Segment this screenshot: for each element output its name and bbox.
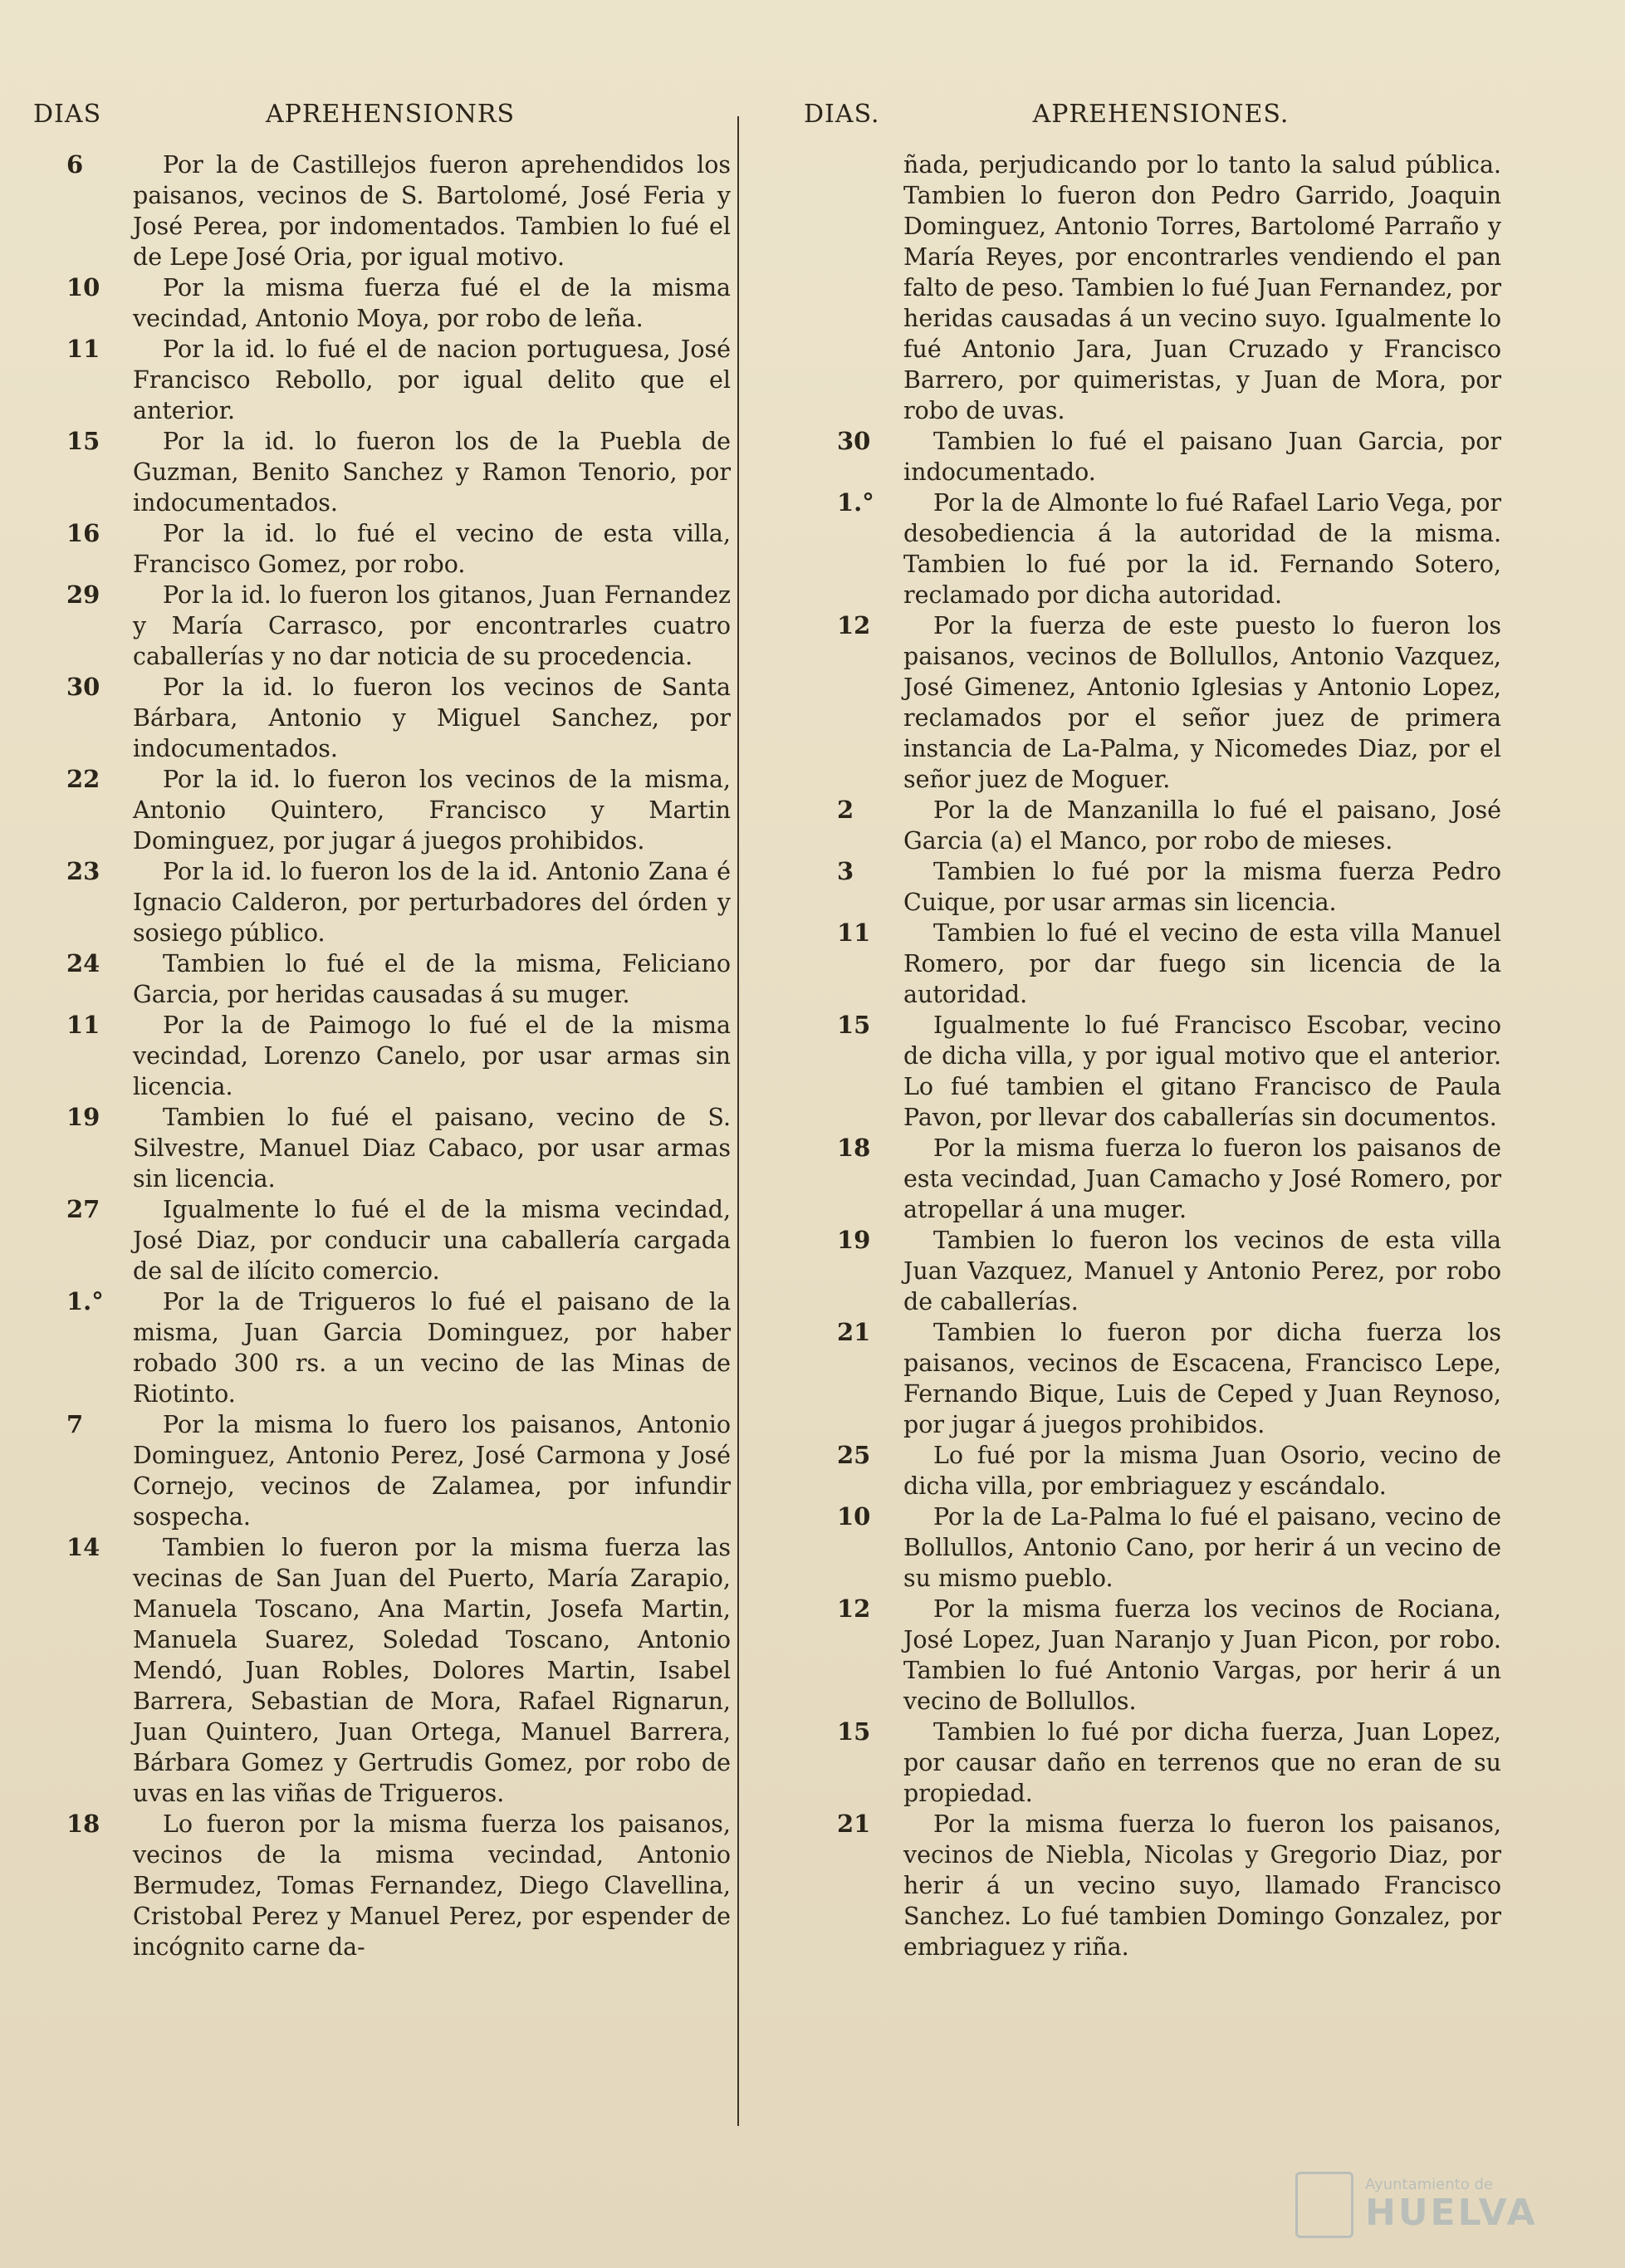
entry-text: Tambien lo fué por dicha fuerza, Juan Lopez, por causar daño en terrenos que no eran de su propiedad. xyxy=(903,1718,1501,1807)
entry-text: Lo fué por la misma Juan Osorio, vecino de dicha villa, por embriaguez y escándalo. xyxy=(903,1442,1501,1500)
entry-day: 22 xyxy=(66,765,100,793)
entry-text: Por la fuerza de este puesto lo fueron los paisanos, vecinos de Bollullos, Antonio Vazquez, José Gimenez, Antonio Iglesias y Antonio Lopez, reclamados por el señor juez de primera instancia de La-Palma, y Nicomedes Diaz, por el señor juez de Moguer. xyxy=(903,612,1501,793)
entry-text: Tambien lo fué el paisano Juan Garcia, por indocumentado. xyxy=(903,428,1501,486)
entry-day: 3 xyxy=(837,857,854,885)
list-item xyxy=(33,1194,731,1286)
entry-text: Por la misma fuerza lo fueron los paisanos, vecinos de Niebla, Nicolas y Gregorio Diaz, por herir á un vecino suyo, llamado Francisco Sanchez. Lo fué tambien Domingo Gonzalez, por embriaguez y riña. xyxy=(903,1810,1501,1961)
list-item xyxy=(33,1809,731,1962)
entry-text: Tambien lo fué el vecino de esta villa Manuel Romero, por dar fuego sin licencia de la autoridad. xyxy=(903,919,1501,1008)
entry-day: 30 xyxy=(837,427,871,455)
entry-text: Por la de Manzanilla lo fué el paisano, José Garcia (a) el Manco, por robo de mieses. xyxy=(903,796,1501,855)
entry-day: 19 xyxy=(66,1103,100,1131)
entry-text: Por la id. lo fueron los gitanos, Juan Fernandez y María Carrasco, por encontrarles cuatro caballerías y no dar noticia de su procedencia. xyxy=(133,581,731,670)
entry-day: 12 xyxy=(837,611,871,639)
entry-text: Por la id. lo fueron los vecinos de Santa Bárbara, Antonio y Miguel Sanchez, por indocumentados. xyxy=(133,674,731,762)
list-item xyxy=(33,426,731,518)
column-divider xyxy=(737,116,739,2126)
entry-day: 14 xyxy=(66,1533,100,1561)
entry-text: ñada, perjudicando por lo tanto la salud pública. Tambien lo fueron don Pedro Garrido, Joaquin Dominguez, Antonio Torres, Bartolomé Parraño y María Reyes, por encontrarles vendiendo el pan falto de peso. Tambien lo fué Juan Fernandez, por heridas causadas á un vecino suyo. Igualmente lo fué Antonio Jara, Juan Cruzado y Francisco Barrero, por quimeristas, y Juan de Mora, por robo de uvas. xyxy=(903,151,1501,424)
right-dias-header: DIAS. xyxy=(804,100,880,129)
entry-text: Tambien lo fué el de la misma, Feliciano Garcia, por heridas causadas á su muger. xyxy=(133,950,731,1008)
entry-day: 18 xyxy=(66,1810,100,1838)
list-item xyxy=(804,856,1501,918)
archive-watermark xyxy=(1295,2168,1594,2242)
entry-text: Por la id. lo fué el de nacion portuguesa, José Francisco Rebollo, por igual delito que el anterior. xyxy=(133,336,731,424)
watermark-small: Ayuntamiento de xyxy=(1365,2175,1493,2193)
entry-text: Por la de Paimogo lo fué el de la misma vecindad, Lorenzo Canelo, por usar armas sin licencia. xyxy=(133,1012,731,1100)
entry-day: 23 xyxy=(66,857,100,885)
list-item xyxy=(804,1317,1501,1440)
entry-text: Por la de Almonte lo fué Rafael Lario Vega, por desobediencia á la autoridad de la misma. Tambien lo fué por la id. Fernando Sotero, reclamado por dicha autoridad. xyxy=(903,489,1501,609)
list-item xyxy=(804,149,1501,426)
entry-text: Igualmente lo fué Francisco Escobar, vecino de dicha villa, y por igual motivo que el anterior. Lo fué tambien el gitano Francisco de Paula Pavon, por llevar dos caballerías sin documentos. xyxy=(903,1012,1501,1131)
entry-day: 15 xyxy=(837,1011,871,1039)
entry-day: 10 xyxy=(66,273,100,301)
entry-day: 21 xyxy=(837,1318,871,1346)
entry-day: 18 xyxy=(837,1134,871,1162)
list-item xyxy=(804,1225,1501,1317)
entry-day: 12 xyxy=(837,1594,871,1623)
list-item xyxy=(33,1409,731,1532)
entry-text: Por la misma fuerza lo fueron los paisanos de esta vecindad, Juan Camacho y José Romero, por atropellar á una muger. xyxy=(903,1134,1501,1223)
list-item xyxy=(33,1102,731,1194)
entry-text: Tambien lo fué por la misma fuerza Pedro Cuique, por usar armas sin licencia. xyxy=(903,858,1501,916)
entry-text: Por la misma lo fuero los paisanos, Antonio Dominguez, Antonio Perez, José Carmona y José Cornejo, vecinos de Zalamea, por infundir sospecha. xyxy=(133,1411,731,1531)
entry-day: 16 xyxy=(66,519,100,547)
list-item xyxy=(804,1440,1501,1501)
list-item xyxy=(33,1286,731,1409)
entry-day: 11 xyxy=(66,335,100,363)
entry-day xyxy=(804,149,903,426)
watermark-big: HUELVA xyxy=(1365,2191,1538,2234)
list-item xyxy=(33,1532,731,1809)
list-item xyxy=(804,1501,1501,1594)
coat-of-arms-icon xyxy=(1295,2172,1353,2238)
entry-text: Por la id. lo fueron los de la id. Antonio Zana é Ignacio Calderon, por perturbadores del órden y sosiego público. xyxy=(133,858,731,947)
entry-text: Por la misma fuerza los vecinos de Rociana, José Lopez, Juan Naranjo y Juan Picon, por robo. Tambien lo fué Antonio Vargas, por herir á un vecino de Bollullos. xyxy=(903,1595,1501,1715)
list-item xyxy=(804,795,1501,856)
entry-day: 7 xyxy=(66,1410,84,1438)
list-item xyxy=(33,272,731,334)
list-item xyxy=(33,856,731,948)
entry-day: 11 xyxy=(66,1011,100,1039)
entry-text: Por la id. lo fueron los vecinos de la misma, Antonio Quintero, Francisco y Martin Dominguez, por jugar á juegos prohibidos. xyxy=(133,766,731,855)
list-item xyxy=(33,334,731,426)
entry-text: Lo fueron por la misma fuerza los paisanos, vecinos de la misma vecindad, Antonio Bermudez, Tomas Fernandez, Diego Clavellina, Cristobal Perez y Manuel Perez, por espender de incógnito carne da- xyxy=(133,1810,731,1961)
entry-day: 15 xyxy=(837,1717,871,1746)
entry-day: 25 xyxy=(837,1441,871,1469)
right-column-header xyxy=(804,100,1501,149)
entry-text: Tambien lo fueron por la misma fuerza las vecinas de San Juan del Puerto, María Zarapio, Manuela Toscano, Ana Martin, Josefa Martin, Manuela Suarez, Soledad Toscano, Antonio Mendó, Juan Robles, Dolores Martin, Isabel Barrera, Sebastian de Mora, Rafael Rignarun, Juan Quintero, Juan Ortega, Manuel Barrera, Bárbara Gomez y Gertrudis Gomez, por robo de uvas en las viñas de Trigueros. xyxy=(133,1534,731,1807)
entry-day: 10 xyxy=(837,1502,871,1531)
entry-day: 29 xyxy=(66,580,100,609)
entry-text: Por la misma fuerza fué el de la misma vecindad, Antonio Moya, por robo de leña. xyxy=(133,274,731,332)
right-entry-list xyxy=(804,149,1501,1962)
entry-text: Tambien lo fué el paisano, vecino de S. Silvestre, Manuel Diaz Cabaco, por usar armas sin licencia. xyxy=(133,1104,731,1193)
left-dias-header: DIAS xyxy=(33,100,102,129)
list-item xyxy=(33,518,731,580)
right-title-header: APREHENSIONES. xyxy=(1032,100,1290,129)
left-column-header xyxy=(33,100,731,149)
list-item xyxy=(804,487,1501,610)
entry-text: Por la id. lo fué el vecino de esta villa, Francisco Gomez, por robo. xyxy=(133,520,731,578)
list-item xyxy=(33,149,731,272)
right-column xyxy=(804,100,1501,1962)
watermark-text xyxy=(1365,2177,1538,2233)
entry-day: 24 xyxy=(66,949,100,977)
list-item xyxy=(804,426,1501,487)
list-item xyxy=(804,1809,1501,1962)
entry-text: Tambien lo fueron por dicha fuerza los paisanos, vecinos de Escacena, Francisco Lepe, Fernando Bique, Luis de Ceped y Juan Reynoso, por jugar á juegos prohibidos. xyxy=(903,1319,1501,1438)
list-item xyxy=(33,672,731,764)
entry-text: Tambien lo fueron los vecinos de esta villa Juan Vazquez, Manuel y Antonio Perez, por robo de caballerías. xyxy=(903,1227,1501,1315)
entry-day: 27 xyxy=(66,1195,100,1223)
entry-day: 1.° xyxy=(66,1287,104,1315)
list-item xyxy=(804,918,1501,1010)
entry-day: 1.° xyxy=(837,488,874,517)
entry-day: 15 xyxy=(66,427,100,455)
entry-day: 2 xyxy=(837,796,854,824)
entry-text: Por la de Trigueros lo fué el paisano de la misma, Juan Garcia Dominguez, por haber robado 300 rs. a un vecino de las Minas de Riotinto. xyxy=(133,1288,731,1408)
list-item xyxy=(33,1010,731,1102)
list-item xyxy=(804,1594,1501,1717)
entry-day: 21 xyxy=(837,1810,871,1838)
list-item xyxy=(33,764,731,856)
entry-text: Por la de Castillejos fueron aprehendidos los paisanos, vecinos de S. Bartolomé, José Feria y José Perea, por indomentados. Tambien lo fué el de Lepe José Oria, por igual motivo. xyxy=(133,151,731,271)
list-item xyxy=(33,948,731,1010)
list-item xyxy=(804,1717,1501,1809)
entry-day: 11 xyxy=(837,918,871,947)
list-item xyxy=(804,1010,1501,1133)
entry-day: 6 xyxy=(66,150,84,179)
left-entry-list xyxy=(33,149,731,1962)
list-item xyxy=(804,610,1501,795)
left-title-header: APREHENSIONRS xyxy=(265,100,516,129)
entry-day: 30 xyxy=(66,673,100,701)
entry-text: Por la de La-Palma lo fué el paisano, vecino de Bollullos, Antonio Cano, por herir á un vecino de su mismo pueblo. xyxy=(903,1503,1501,1592)
entry-text: Por la id. lo fueron los de la Puebla de Guzman, Benito Sanchez y Ramon Tenorio, por indocumentados. xyxy=(133,428,731,517)
list-item xyxy=(804,1133,1501,1225)
entry-text: Igualmente lo fué el de la misma vecindad, José Diaz, por conducir una caballería cargada de sal de ilícito comercio. xyxy=(133,1196,731,1285)
list-item xyxy=(33,580,731,672)
left-column xyxy=(33,100,731,1962)
entry-day: 19 xyxy=(837,1226,871,1254)
